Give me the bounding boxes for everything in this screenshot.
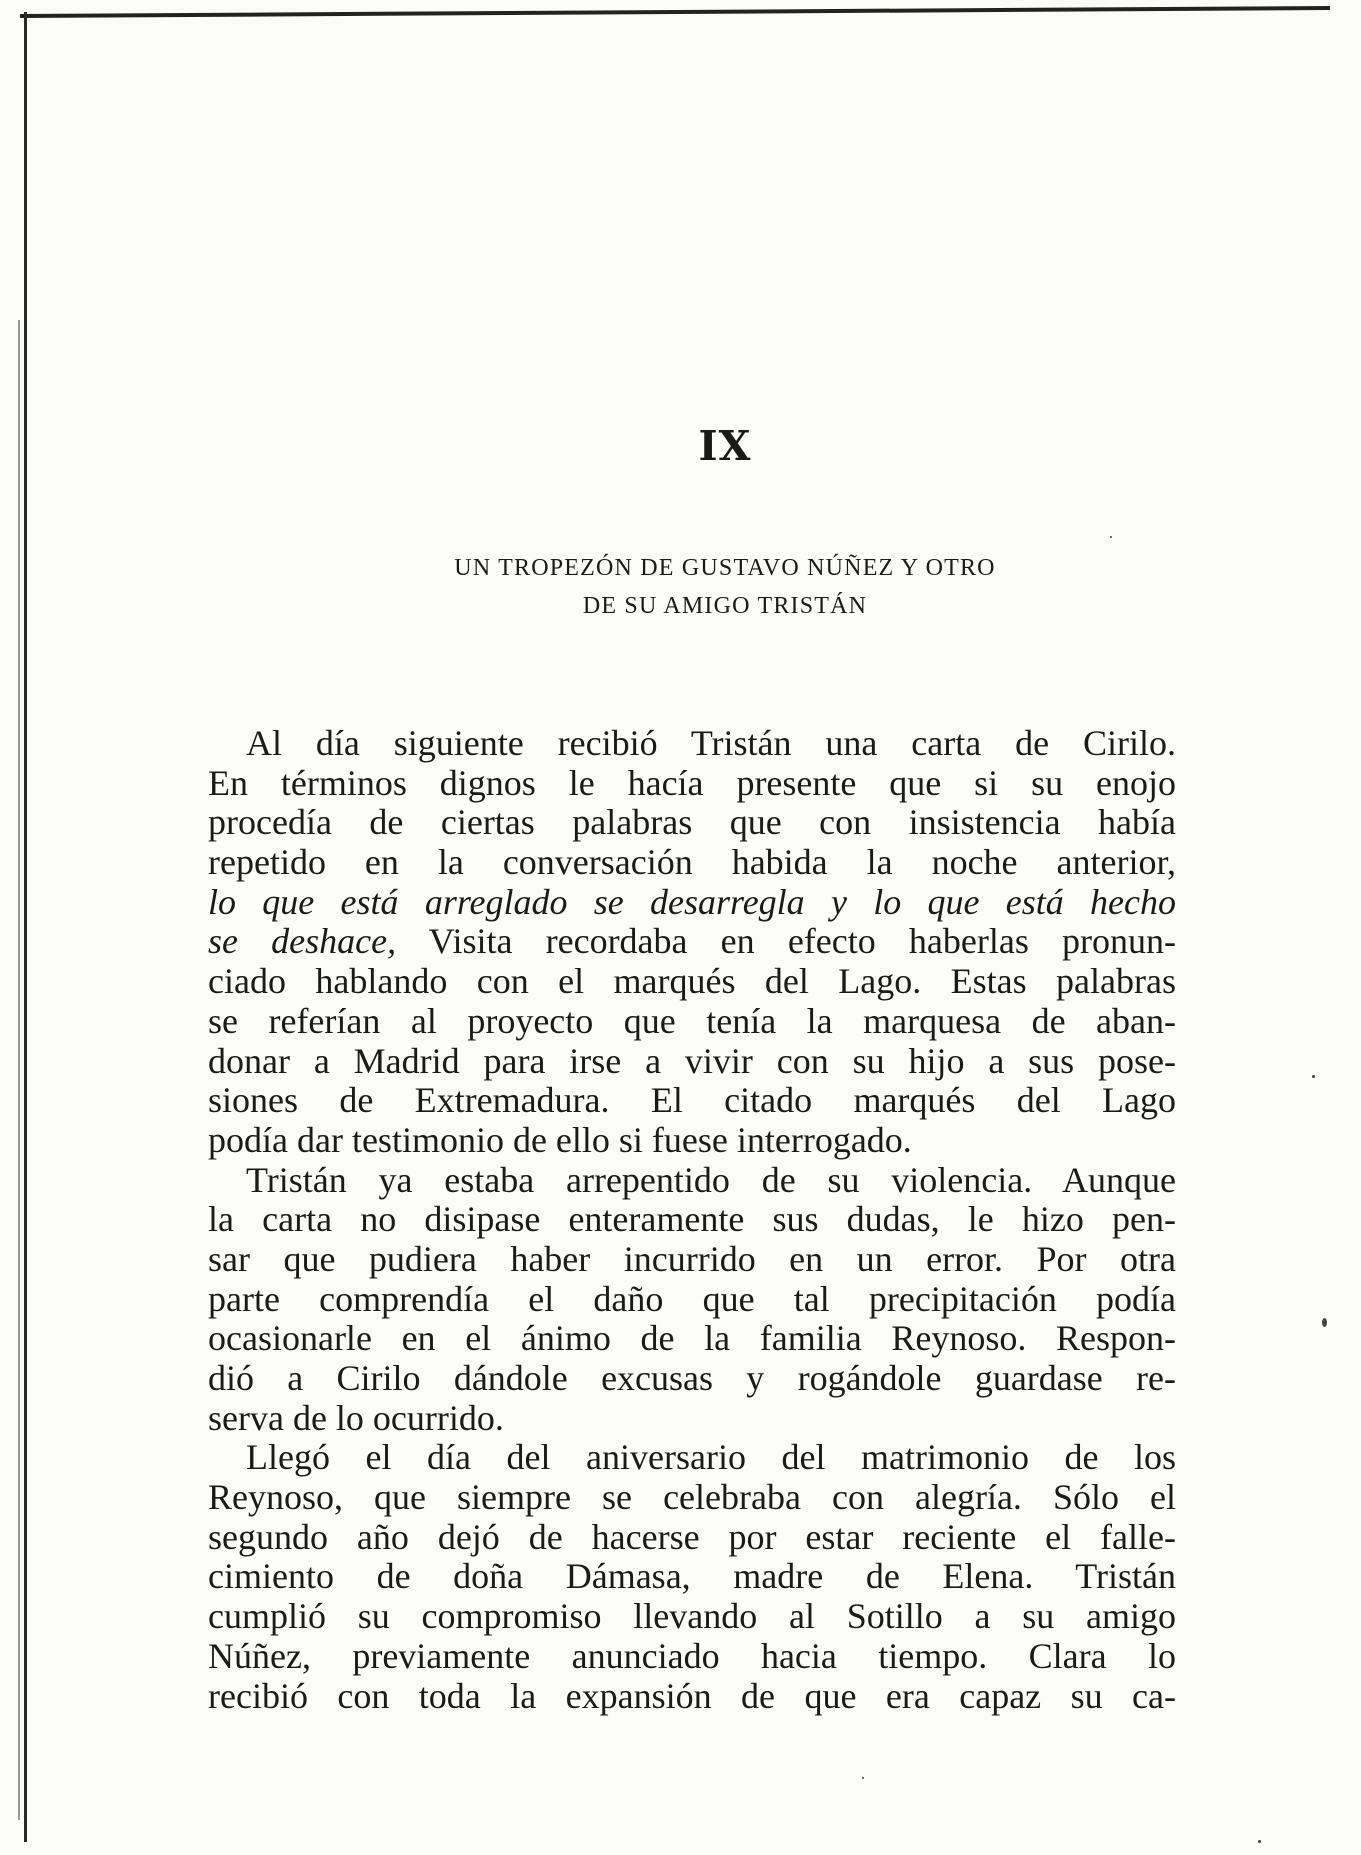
text-line: se referían al proyecto que tenía la marquesa de aban- <box>208 1000 1176 1041</box>
scan-speck <box>1322 1318 1327 1327</box>
body-text <box>208 724 1176 1716</box>
left-shadow-line <box>18 320 20 1820</box>
chapter-title <box>0 549 1361 625</box>
text-line: parte comprendía el daño que tal precipitación podía <box>208 1278 1176 1319</box>
text-line: segundo año dejó de hacerse por estar reciente el falle- <box>208 1516 1176 1557</box>
top-border-line <box>20 6 1330 18</box>
chapter-title-line: UN TROPEZÓN DE GUSTAVO NÚÑEZ Y OTRO <box>454 555 996 581</box>
text-line: cimiento de doña Dámasa, madre de Elena. Tristán <box>208 1556 1176 1597</box>
text-line-italic: lo que está arreglado se desarregla y lo que está hecho <box>208 881 1176 922</box>
text-line: ciado hablando con el marqués del Lago. Estas palabras <box>208 961 1176 1002</box>
text-line: siones de Extremadura. El citado marqués del Lago <box>208 1080 1176 1121</box>
text-line: la carta no disipase enteramente sus dudas, le hizo pen- <box>208 1199 1176 1240</box>
text-line: ocasionarle en el ánimo de la familia Reynoso. Respon- <box>208 1318 1176 1359</box>
italic-phrase: se deshace, <box>208 921 397 962</box>
text-line: En términos dignos le hacía presente que si su enojo <box>208 762 1176 803</box>
text-line: donar a Madrid para irse a vivir con su hijo a sus pose- <box>208 1040 1176 1081</box>
text-line: serva de lo ocurrido. <box>208 1397 504 1438</box>
text-line: procedía de ciertas palabras que con insistencia había <box>208 802 1176 843</box>
text-fragment: Visita recordaba en efecto haberlas pronun- <box>396 921 1177 962</box>
text-line: cumplió su compromiso llevando al Sotillo a su amigo <box>208 1596 1176 1637</box>
scan-speck <box>1110 536 1112 538</box>
chapter-number: IX <box>698 422 752 470</box>
text-line-mixed <box>208 922 1176 962</box>
text-line: sar que pudiera haber incurrido en un error. Por otra <box>208 1238 1176 1279</box>
text-line: Reynoso, que siempre se celebraba con alegría. Sólo el <box>208 1477 1176 1518</box>
text-line: recibió con toda la expansión de que era capaz su ca- <box>208 1675 1176 1716</box>
text-line: dió a Cirilo dándole excusas y rogándole guardase re- <box>208 1358 1176 1398</box>
text-line: Núñez, previamente anunciado hacia tiempo. Clara lo <box>208 1635 1176 1676</box>
text-line: repetido en la conversación habida la noche anterior, <box>208 842 1176 883</box>
text-line: Tristán ya estaba arrepentido de su violencia. Aunque <box>246 1159 1176 1200</box>
left-border-line <box>24 12 27 1842</box>
scan-speck <box>862 1777 864 1779</box>
text-line: Al día siguiente recibió Tristán una carta de Cirilo. <box>246 723 1176 763</box>
scan-speck <box>1258 1840 1261 1843</box>
scan-speck <box>1312 1075 1315 1078</box>
chapter-title-line: DE SU AMIGO TRISTÁN <box>582 593 868 619</box>
text-line: podía dar testimonio de ello si fuese interrogado. <box>208 1119 912 1160</box>
text-line: Llegó el día del aniversario del matrimonio de los <box>246 1437 1176 1478</box>
